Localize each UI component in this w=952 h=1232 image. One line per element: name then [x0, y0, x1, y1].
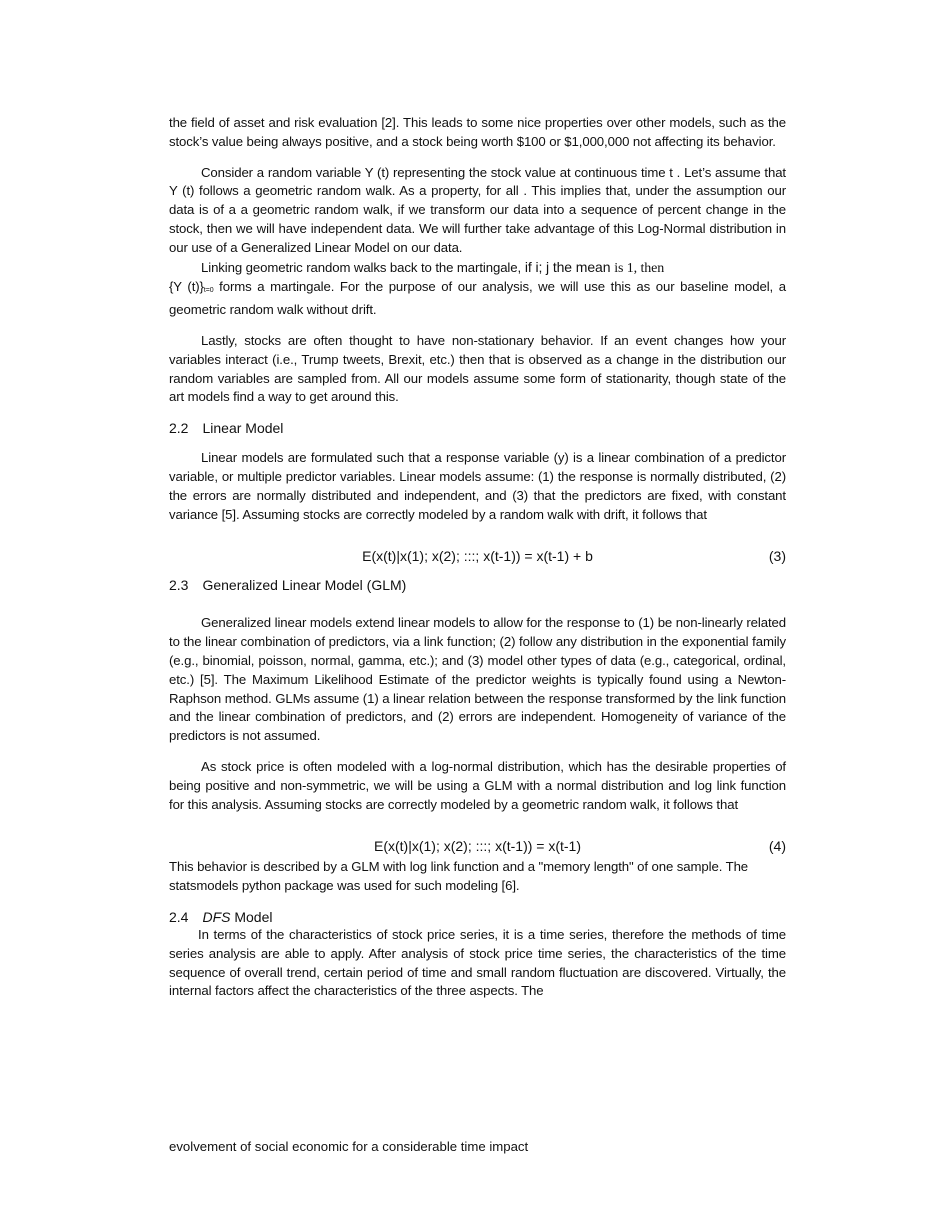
section-title [202, 908, 272, 926]
equation-expression: E(x(t)|x(1); x(2); :::; x(t-1)) = x(t-1) + b [362, 548, 593, 565]
section-title-italic: DFS [202, 908, 231, 925]
paragraph-linear-models: Linear models are formulated such that a response variable (y) is a linear combination of a predictor variable, or multiple predictor variables. Linear models assume: (1) the response is normally distributed, (2) the errors are normally distributed and independent, and (3) that the predictors are fixed, with constant variance [5]. Assuming stocks are correctly modeled by a random walk with drift, it follows that [169, 450, 786, 522]
paragraph-random-variable: Consider a random variable Y (t) representing the stock value at continuous time t . Let’s assume that Y (t) follows a geometric random walk. As a property, for all . This implies that, under the assumption our data is of a a geometric random walk, if we transform our data into a sequence of percent change in the stock, then we will have independent data. We will further take advantage of this Log-Normal distribution in our use of a Generalized Linear Model on our data. [169, 164, 786, 255]
martingale-text-b: if i; j the mean [521, 258, 615, 275]
equation-number: (3) [768, 548, 786, 565]
page-footer-text: evolvement of social economic for a considerable time impact [169, 1139, 529, 1154]
martingale-text-c: is 1, then [614, 260, 665, 276]
paragraph-glm-memory: This behavior is described by a GLM with log link function and a "memory length" of one sample. The statsmodels python package was used for such modeling [6]. [169, 859, 749, 894]
section-heading-dfs-model [169, 908, 786, 926]
martingale-set: {Y (t)} [169, 279, 204, 295]
section-title: Linear Model [202, 420, 284, 437]
section-heading-linear-model [169, 419, 786, 437]
paragraph-martingale-line2 [169, 278, 786, 320]
section-number: 2.3 [169, 577, 189, 594]
section-title: Generalized Linear Model (GLM) [202, 577, 407, 594]
paragraph-asset-risk: the field of asset and risk evaluation [2]. This leads to some nice properties over other models, such as the stock’s value being always positive, and a stock being worth $100 or $1,000,000 not affecting its behavior. [169, 115, 786, 149]
martingale-text-a: Linking geometric random walks back to the martingale, [201, 259, 522, 275]
martingale-rest: forms a martingale. For the purpose of our analysis, we will use this as our baseline model, a geometric random walk without drift. [169, 279, 786, 318]
section-heading-glm [169, 576, 786, 594]
equation-3 [169, 544, 786, 568]
section-number: 2.4 [169, 908, 189, 925]
paragraph-glm: Generalized linear models extend linear models to allow for the response to (1) be non-linearly related to the linear combination of predictors, via a link function; (2) follow any distribution in the exponential family (e.g., binomial, poisson, normal, gamma, etc.); and (3) model other types of data (e.g., categorical, ordinal, etc.) [5]. The Maximum Likelihood Estimate of the predictor weights is typically found using a Newton-Raphson method. GLMs assume (1) a linear relation between the response transformed by the link function and the linear combination of predictors, and (2) errors are independent. Homogeneity of variance of the predictors is not assumed. [169, 615, 786, 744]
equation-number: (4) [768, 838, 786, 855]
section-number: 2.2 [169, 420, 189, 437]
paragraph-dfs: In terms of the characteristics of stock price series, it is a time series, therefore the methods of time series analysis are able to apply. After analysis of stock price time series, the characteristics of the time sequence of overall trend, certain period of time and small random fluctuation are discovered. Virtually, the internal factors affect the characteristics of the three aspects. The [169, 926, 786, 999]
equation-4 [169, 834, 786, 858]
equation-expression: E(x(t)|x(1); x(2); :::; x(t-1)) = x(t-1) [373, 838, 582, 855]
section-title-rest: Model [230, 908, 273, 925]
paragraph-martingale-line1 [169, 258, 786, 279]
paragraph-stationarity: Lastly, stocks are often thought to have non-stationary behavior. If an event changes how your variables interact (i.e., Trump tweets, Brexit, etc.) then that is observed as a change in the distribution our random variables are sampled from. All our models assume some form of stationarity, though state of the art models find a way to get around this. [169, 332, 786, 405]
paper-body [169, 114, 786, 1001]
martingale-subscript: t=0 [203, 287, 214, 295]
paragraph-log-normal: As stock price is often modeled with a log-normal distribution, which has the desirable properties of being positive and non-symmetric, we will be using a GLM with a normal distribution and log link function for this analysis. Assuming stocks are correctly modeled by a geometric random walk, it follows that [169, 758, 786, 812]
